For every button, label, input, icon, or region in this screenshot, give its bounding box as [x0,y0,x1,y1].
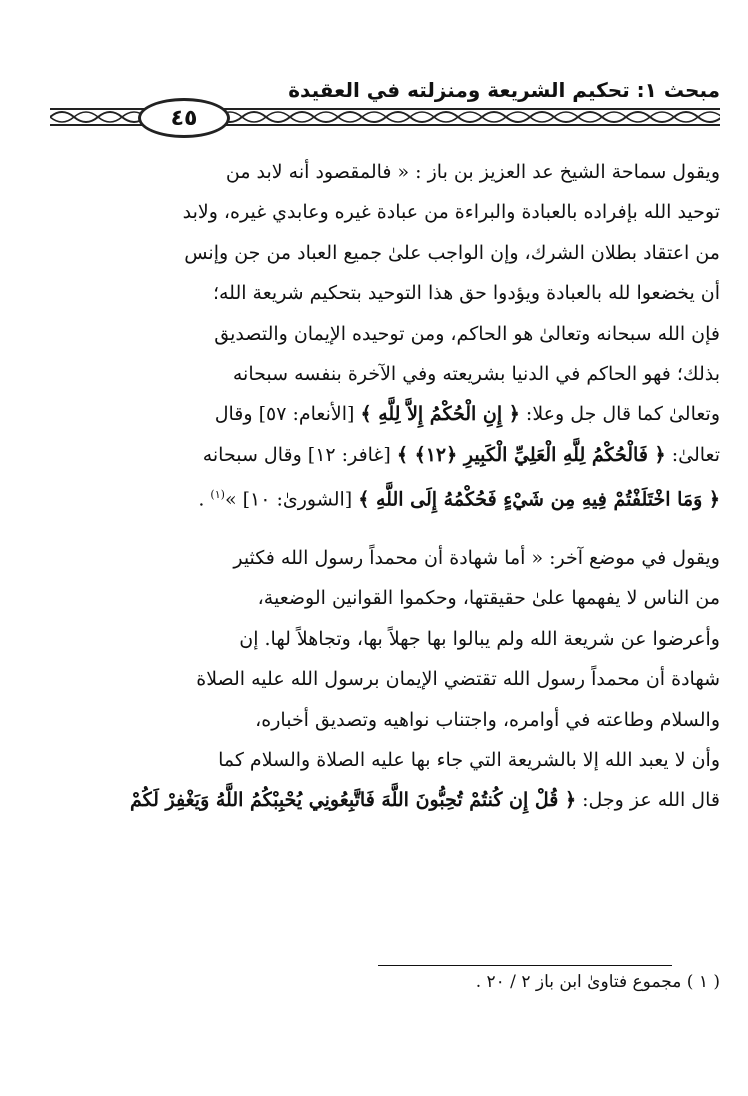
footnote: ( ١ ) مجموع فتاوىٰ ابن باز ٢ / ٢٠ . [475,972,720,992]
text-line: من الناس لا يفهمها علىٰ حقيقتها، وحكموا القوانين الوضعية، [257,587,720,610]
text-line: وأن لا يعبد الله إلا بالشريعة التي جاء بها عليه الصلاة والسلام كما [218,749,720,772]
text-line: بذلك؛ فهو الحاكم في الدنيا بشريعته وفي الآخرة بنفسه سبحانه [232,363,720,386]
text-line: فإن الله سبحانه وتعالىٰ هو الحاكم، ومن توحيده الإيمان والتصديق [214,322,720,345]
text-line [48,435,720,475]
paragraph-1 [48,152,720,520]
quran-verse: ﴿ قُلْ إِن كُنتُمْ تُحِبُّونَ اللَّهَ فَاتَّبِعُونِي يُحْبِبْكُمُ اللَّهُ وَيَغْفِرْ لَكُمْ [129,789,577,812]
quran-verse: ﴿ وَمَا اخْتَلَفْتُمْ فِيهِ مِن شَيْءٍ فَحُكْمُهُ إِلَى اللَّهِ ﴾ [358,488,720,511]
footnote-separator [378,965,672,966]
text-line: ويقول سماحة الشيخ عد العزيز بن باز : « فالمقصود أنه لابد من [225,161,720,183]
text-segment: وتعالىٰ كما قال جل وعلا: [519,403,720,426]
text-segment: قال الله عز وجل: [576,789,720,812]
page-number-badge: ٤٥ [138,98,230,138]
page-body [48,152,720,821]
text-line: من اعتقاد بطلان الشرك، وإن الواجب علىٰ جميع العباد من جن وإنس [184,241,720,264]
quran-verse: ﴿ إِنِ الْحُكْمُ إِلاَّ لِلَّهِ ﴾ [360,403,520,426]
verse-reference: [الأنعام: ٥٧] وقال [214,403,361,426]
text-line: توحيد الله بإفراده بالعبادة والبراءة من عبادة غيره وعابدي غيره، ولابد [182,201,720,224]
text-line [48,780,720,820]
text-line: ويقول في موضع آخر: « أما شهادة أن محمداً رسول الله فكثير [233,546,720,569]
footnote-marker: (١) [210,488,225,502]
verse-reference: [غافر: ١٢] وقال سبحانه [202,443,397,466]
text-line: وأعرضوا عن شريعة الله ولم يبالوا بها جهلاً بها، وتجاهلاً لها. إن [239,627,720,650]
text-segment: تعالىٰ: [665,443,720,466]
text-line [48,394,720,434]
quran-verse: ﴿ فَالْحُكْمُ لِلَّهِ الْعَلِيِّ الْكَبِيرِ ﴿١٢﴾ ﴾ [396,443,666,466]
text-line: والسلام وطاعته في أوامره، واجتناب نواهيه وتصديق أخباره، [255,708,720,731]
paragraph-2 [48,538,720,821]
verse-reference: [الشورىٰ: ١٠] » [224,488,359,511]
text-line: أن يخضعوا لله بالعبادة ويؤدوا حق هذا التوحيد بتحكيم شريعة الله؛ [212,282,720,305]
chapter-title: مبحث ١: تحكيم الشريعة ومنزلته في العقيدة [288,78,720,102]
text-line: شهادة أن محمداً رسول الله تقتضي الإيمان برسول الله عليه الصلاة [196,668,720,691]
text-line [48,475,720,520]
text-segment: . [198,488,211,511]
page-header [50,70,720,134]
